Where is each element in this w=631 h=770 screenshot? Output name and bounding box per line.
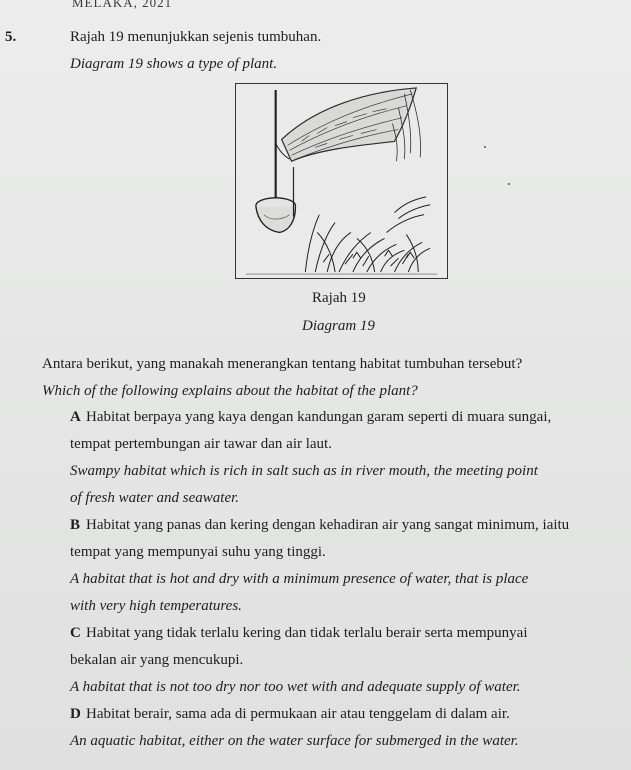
plant-illustration <box>236 84 447 278</box>
option-c-letter: C <box>70 625 81 641</box>
question-number: 5. <box>5 29 17 45</box>
option-c-english-line1: A habitat that is not too dry nor too wet with and adequate supply of water. <box>70 679 521 695</box>
option-d-malay-line1: Habitat berair, sama ada di permukaan air atau tenggelam di dalam air. <box>86 706 510 722</box>
paper-speck <box>484 146 486 148</box>
option-a-english-line2: of fresh water and seawater. <box>70 490 240 506</box>
option-b-english-line2: with very high temperatures. <box>70 598 242 614</box>
question-prompt-english: Diagram 19 shows a type of plant. <box>70 56 278 72</box>
option-c-malay-line2: bekalan air yang mencukupi. <box>70 652 244 668</box>
question-stem-malay: Antara berikut, yang manakah menerangkan tentang habitat tumbuhan tersebut? <box>42 356 523 372</box>
option-d-letter: D <box>70 706 81 722</box>
exam-source-header: MELAKA, 2021 <box>72 0 173 10</box>
option-b-letter: B <box>70 517 81 533</box>
figure-caption-malay: Rajah 19 <box>312 290 366 306</box>
grass <box>305 197 430 272</box>
option-a-malay-line1: Habitat berpaya yang kaya dengan kandungan garam seperti di muara sungai, <box>86 409 552 425</box>
figure-caption-english: Diagram 19 <box>302 318 375 334</box>
question-stem-english: Which of the following explains about the habitat of the plant? <box>42 383 418 399</box>
option-b-malay-line2: tempat yang mempunyai suhu yang tinggi. <box>70 544 326 560</box>
question-prompt-malay: Rajah 19 menunjukkan sejenis tumbuhan. <box>70 29 322 45</box>
pitcher-body <box>256 207 296 233</box>
option-a-letter: A <box>70 409 81 425</box>
option-a-malay-line2: tempat pertembungan air tawar dan air laut. <box>70 436 332 452</box>
option-c-malay-line1: Habitat yang tidak terlalu kering dan tidak terlalu berair serta mempunyai <box>86 625 528 641</box>
option-d-english-line1: An aquatic habitat, either on the water surface for submerged in the water. <box>70 733 519 749</box>
option-a-english-line1: Swampy habitat which is rich in salt such as in river mouth, the meeting point <box>70 463 538 479</box>
option-b-malay-line1: Habitat yang panas dan kering dengan kehadiran air yang sangat minimum, iaitu <box>86 517 570 533</box>
option-b-english-line1: A habitat that is hot and dry with a minimum presence of water, that is place <box>70 571 529 587</box>
paper-speck <box>508 183 510 185</box>
plant-diagram <box>235 83 448 279</box>
